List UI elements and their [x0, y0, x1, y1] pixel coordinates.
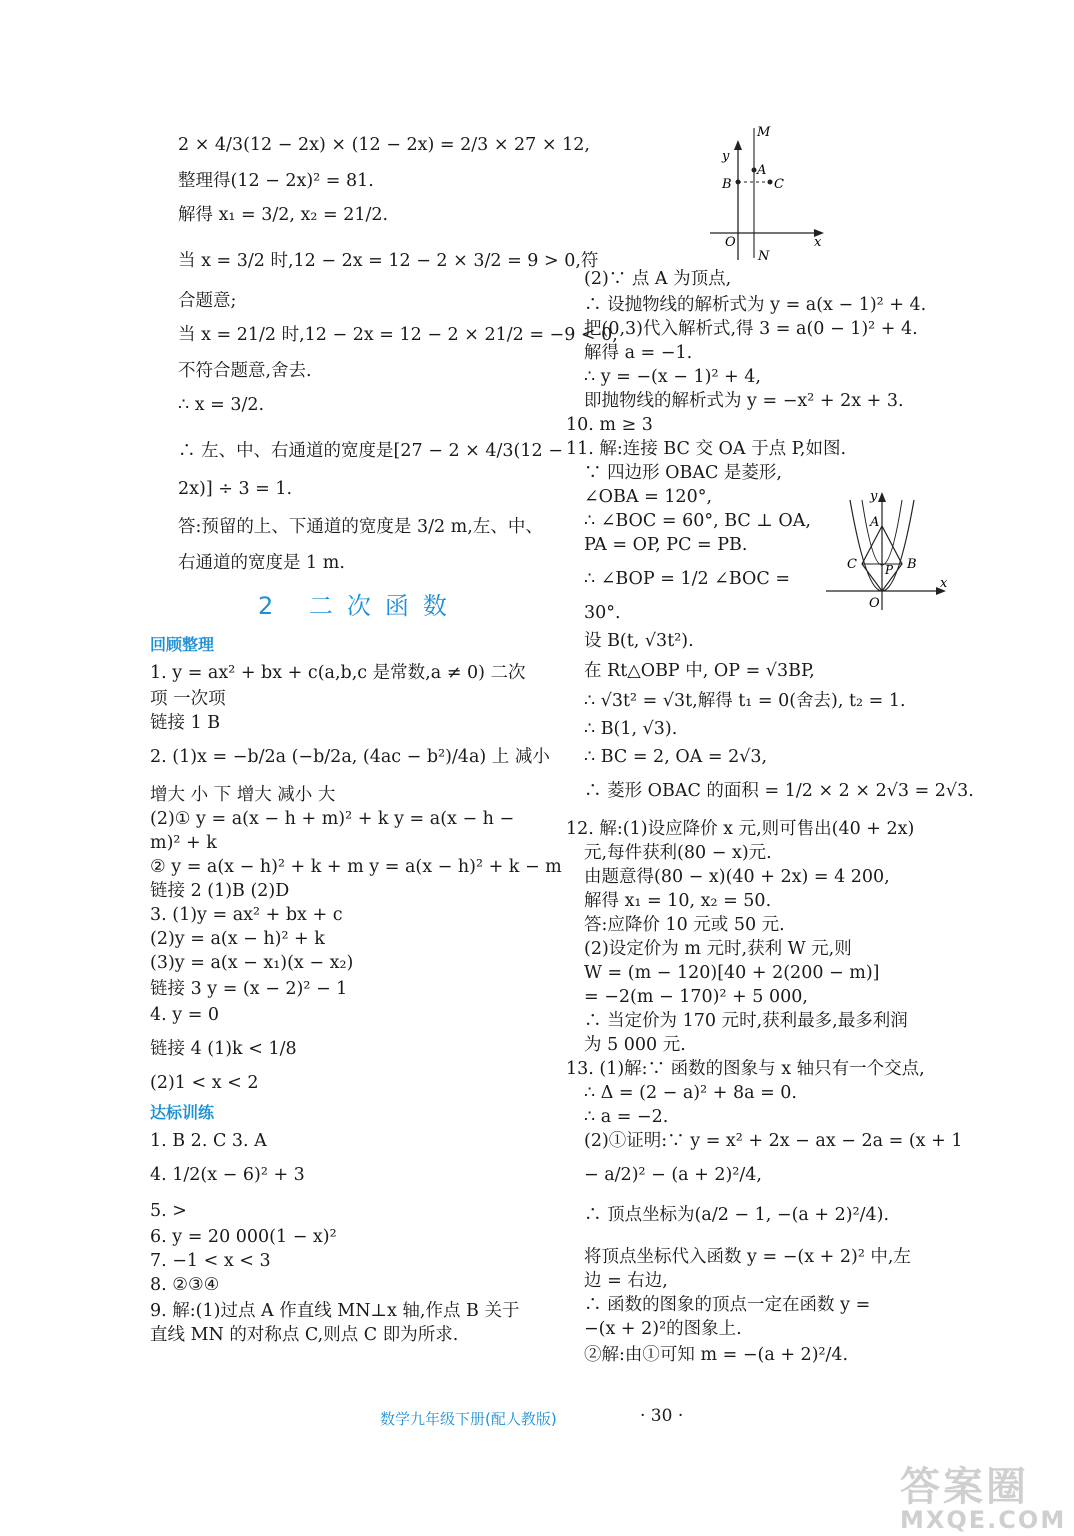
text-line: 解得 a = −1.: [584, 343, 693, 363]
watermark: [900, 1455, 1070, 1533]
section-title: 2 二次函数: [258, 592, 461, 620]
label-b: B: [907, 557, 917, 572]
text-line: 链接 4 (1)k < 1/8: [150, 1039, 297, 1059]
text-line: 2x)] ÷ 3 = 1.: [178, 479, 293, 499]
text-line: 5. >: [150, 1201, 187, 1221]
text-line: 整理得(12 − 2x)² = 81.: [178, 171, 374, 191]
text-line: 13. (1)解:∵ 函数的图象与 x 轴只有一个交点,: [566, 1059, 925, 1079]
label-c: C: [774, 177, 784, 192]
text-line: 答:应降价 10 元或 50 元.: [584, 915, 785, 935]
text-line: 12. 解:(1)设应降价 x 元,则可售出(40 + 2x): [566, 819, 915, 839]
point-b: [736, 180, 741, 185]
label-c: C: [847, 557, 857, 572]
text-line: 把(0,3)代入解析式,得 3 = a(0 − 1)² + 4.: [584, 319, 918, 339]
text-line: 由题意得(80 − x)(40 + 2x) = 4 200,: [584, 867, 890, 887]
text-line: 当 x = 3/2 时,12 − 2x = 12 − 2 × 3/2 = 9 > 0,符: [178, 251, 599, 271]
text-line: ② y = a(x − h)² + k + m y = a(x − h)² + k − m: [150, 857, 562, 877]
text-line: PA = OP, PC = PB.: [584, 535, 748, 555]
text-line: 3. (1)y = ax² + bx + c: [150, 905, 343, 925]
text-line: m)² + k: [150, 833, 217, 853]
text-line: ∴ Δ = (2 − a)² + 8a = 0.: [584, 1083, 797, 1103]
text-line: 2. (1)x = −b/2a (−b/2a, (4ac − b²)/4a) 上 减小: [150, 747, 550, 767]
text-line: 4. 1/2(x − 6)² + 3: [150, 1165, 305, 1185]
text-line: 答:预留的上、下通道的宽度是 3/2 m,左、中、: [178, 517, 543, 537]
label-b: B: [722, 177, 732, 192]
label-x: x: [940, 576, 948, 591]
training-heading: 达标训练: [150, 1103, 215, 1122]
watermark-line1: 答案圈: [900, 1464, 1029, 1510]
text-line: ∴ ∠BOP = 1/2 ∠BOC =: [584, 569, 790, 589]
point-c: [768, 180, 773, 185]
text-line: 将顶点坐标代入函数 y = −(x + 2)² 中,左: [584, 1247, 911, 1267]
text-line: 链接 1 B: [150, 713, 221, 733]
text-line: 直线 MN 的对称点 C,则点 C 即为所求.: [150, 1325, 459, 1345]
point-a: [752, 168, 757, 173]
text-line: (2)设定价为 m 元时,获利 W 元,则: [584, 939, 852, 959]
text-line: 11. 解:连接 BC 交 OA 于点 P,如图.: [566, 439, 847, 459]
text-line: 右通道的宽度是 1 m.: [178, 553, 345, 573]
text-line: 为 5 000 元.: [584, 1035, 686, 1055]
text-line: 10. m ≥ 3: [566, 415, 653, 435]
text-line: ∴ 左、中、右通道的宽度是[27 − 2 × 4/3(12 −: [178, 441, 563, 461]
text-line: = −2(m − 170)² + 5 000,: [584, 987, 808, 1007]
text-line: ∴ 设抛物线的解析式为 y = a(x − 1)² + 4.: [584, 295, 927, 315]
figure-line-mn: [700, 120, 840, 265]
text-line: 链接 2 (1)B (2)D: [150, 881, 290, 901]
text-line: 项 一次项: [150, 689, 226, 709]
label-p: P: [885, 563, 894, 577]
text-line: 9. 解:(1)过点 A 作直线 MN⊥x 轴,作点 B 关于: [150, 1301, 520, 1321]
text-line: 8. ②③④: [150, 1275, 220, 1295]
label-x: x: [814, 235, 822, 250]
y-axis-arrow: [878, 492, 886, 502]
label-a: A: [870, 515, 880, 530]
footer-book-title: 数学九年级下册(配人教版): [380, 1410, 557, 1428]
text-line: ∴ BC = 2, OA = 2√3,: [584, 747, 768, 767]
text-line: 1. B 2. C 3. A: [150, 1131, 267, 1151]
text-line: ∴ 函数的图象的顶点一定在函数 y =: [584, 1295, 871, 1315]
y-axis-arrow: [734, 140, 742, 150]
text-line: 设 B(t, √3t²).: [584, 631, 694, 651]
label-m: M: [757, 125, 771, 140]
text-line: 7. −1 < x < 3: [150, 1251, 271, 1271]
text-line: 4. y = 0: [150, 1005, 220, 1025]
text-line: ∴ 当定价为 170 元时,获利最多,最多利润: [584, 1011, 908, 1031]
text-line: 当 x = 21/2 时,12 − 2x = 12 − 2 × 21/2 = −9 < 0,: [178, 325, 618, 345]
page-number: · 30 ·: [640, 1406, 684, 1426]
text-line: ∴ a = −2.: [584, 1107, 669, 1127]
text-line: 解得 x₁ = 10, x₂ = 50.: [584, 891, 772, 911]
review-heading: 回顾整理: [150, 635, 215, 654]
text-line: 元,每件获利(80 − x)元.: [584, 843, 772, 863]
text-line: (3)y = a(x − x₁)(x − x₂): [150, 953, 354, 973]
text-line: 链接 3 y = (x − 2)² − 1: [150, 979, 348, 999]
text-line: 增大 小 下 增大 减小 大: [150, 785, 336, 805]
text-line: ∠OBA = 120°,: [584, 487, 713, 507]
label-n: N: [758, 249, 770, 264]
text-line: 即抛物线的解析式为 y = −x² + 2x + 3.: [584, 391, 904, 411]
label-o: O: [869, 596, 880, 611]
text-line: (2)① y = a(x − h + m)² + k y = a(x − h −: [150, 809, 515, 829]
text-line: ∴ x = 3/2.: [178, 395, 265, 415]
text-line: ②解:由①可知 m = −(a + 2)²/4.: [584, 1345, 849, 1365]
text-line: −(x + 2)²的图象上.: [584, 1319, 742, 1339]
text-line: ∴ y = −(x − 1)² + 4,: [584, 367, 761, 387]
text-line: ∴ 顶点坐标为(a/2 − 1, −(a + 2)²/4).: [584, 1205, 890, 1225]
text-line: ∵ 四边形 OBAC 是菱形,: [584, 463, 782, 483]
text-line: − a/2)² − (a + 2)²/4,: [584, 1165, 762, 1185]
text-line: ∴ 菱形 OBAC 的面积 = 1/2 × 2 × 2√3 = 2√3.: [584, 781, 974, 801]
label-a: A: [757, 163, 767, 178]
label-o: O: [725, 235, 736, 250]
text-line: 边 = 右边,: [584, 1271, 668, 1291]
text-line: W = (m − 120)[40 + 2(200 − m)]: [584, 963, 880, 983]
figure-rhombus: [822, 490, 952, 615]
text-line: 2 × 4/3(12 − 2x) × (12 − 2x) = 2/3 × 27 × 12,: [178, 135, 590, 155]
text-line: 6. y = 20 000(1 − x)²: [150, 1227, 337, 1247]
text-line: 合题意;: [178, 291, 237, 311]
label-y: y: [870, 490, 878, 504]
watermark-line2: MXQE.COM: [900, 1506, 1067, 1534]
text-line: (2)∵ 点 A 为顶点,: [584, 269, 732, 289]
text-line: (2)1 < x < 2: [150, 1073, 259, 1093]
text-line: ∴ √3t² = √3t,解得 t₁ = 0(舍去), t₂ = 1.: [584, 691, 906, 711]
text-line: (2)y = a(x − h)² + k: [150, 929, 325, 949]
text-line: 30°.: [584, 603, 621, 623]
text-line: ∴ B(1, √3).: [584, 719, 678, 739]
text-line: (2)①证明:∵ y = x² + 2x − ax − 2a = (x + 1: [584, 1131, 963, 1151]
text-line: ∴ ∠BOC = 60°, BC ⊥ OA,: [584, 511, 811, 531]
label-y: y: [722, 149, 730, 164]
text-line: 1. y = ax² + bx + c(a,b,c 是常数,a ≠ 0) 二次: [150, 663, 526, 683]
text-line: 解得 x₁ = 3/2, x₂ = 21/2.: [178, 205, 389, 225]
text-line: 不符合题意,舍去.: [178, 361, 312, 381]
text-line: 在 Rt△OBP 中, OP = √3BP,: [584, 661, 815, 681]
